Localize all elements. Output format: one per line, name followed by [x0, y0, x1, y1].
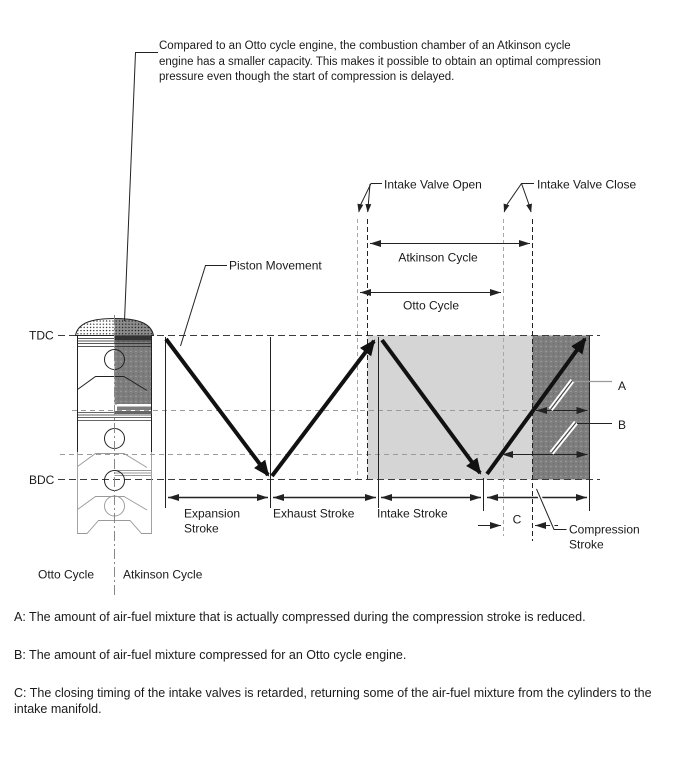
piston-movement-label: Piston Movement: [229, 258, 322, 273]
piston-movement-leader: [181, 266, 228, 347]
piston-dark-bar: [117, 407, 152, 411]
otto-cycle-label: Otto Cycle: [402, 298, 460, 313]
top-note: Compared to an Otto cycle engine, the combustion chamber of an Atkinson cycle engine has a smaller capacity. This makes it possible to obtain an optimal compression pressure even though the start of compression is delayed.: [159, 40, 601, 83]
valve-open-leader-1: [359, 184, 382, 213]
tdc-label: TDC: [29, 328, 54, 343]
intake-stroke-label: Intake Stroke: [377, 506, 448, 521]
piston-atkinson-label: Atkinson Cycle: [123, 567, 203, 582]
c-label: C: [512, 512, 522, 527]
piston-illustration: [74, 315, 155, 598]
piston-dark-slit: [117, 404, 152, 407]
atkinson-region-texture: [533, 336, 591, 480]
piston-dark-texture: [115, 336, 152, 405]
piston-otto-label: Otto Cycle: [38, 567, 95, 582]
b-label: B: [618, 418, 627, 432]
atkinson-cycle-label: Atkinson Cycle: [398, 250, 478, 265]
shaded-regions: [368, 336, 591, 480]
note-a: A: The amount of air-fuel mixture that is actually compressed during the compression stroke is reduced.: [14, 610, 586, 624]
exhaust-stroke-arrow: [272, 341, 374, 476]
exhaust-stroke-label: Exhaust Stroke: [273, 506, 355, 521]
expansion-stroke-label-line1: Expansion: [184, 506, 241, 521]
intake-valve-open-label: Intake Valve Open: [384, 177, 482, 192]
compression-stroke-label-line2: Stroke: [569, 537, 604, 552]
bdc-label: BDC: [29, 473, 55, 487]
intake-valve-close-label: Intake Valve Close: [537, 177, 637, 192]
expansion-stroke-label-line2: Stroke: [184, 521, 219, 536]
note-c: C: The closing timing of the intake valves is retarded, returning some of the air-fuel mixture from the cylinders to the intake manifold.: [14, 686, 652, 716]
top-note-leader: [125, 53, 159, 322]
compression-stroke-label-line1: Compression: [569, 522, 640, 537]
valve-close-leader-2: [522, 184, 532, 213]
note-b: B: The amount of air-fuel mixture compressed for an Otto cycle engine.: [14, 648, 407, 662]
a-label: A: [618, 379, 627, 393]
